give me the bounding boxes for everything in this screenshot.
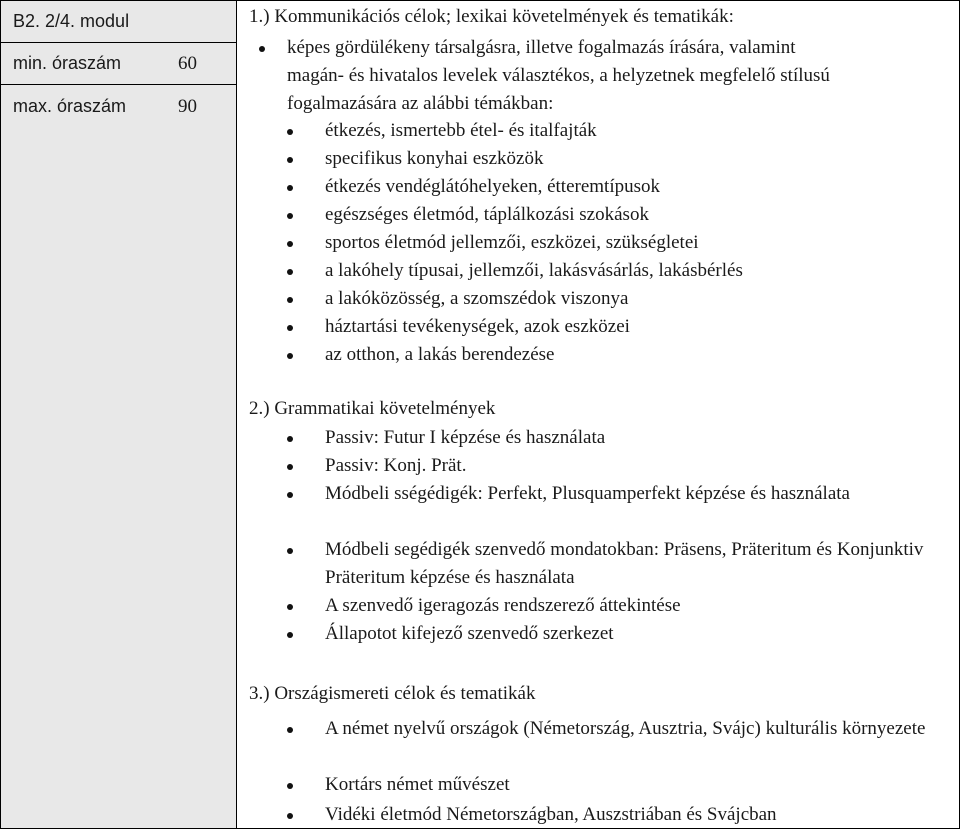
bullet-icon [287,297,293,303]
bullet-icon [287,727,293,733]
bullet-icon [287,632,293,638]
module-row [1,1,236,43]
max-hours-row [1,86,236,128]
max-hours-value: 90 [178,96,197,117]
bullet-icon [287,129,293,135]
bullet-icon [287,241,293,247]
intro-line-2: magán- és hivatalos levelek választékos, a helyzetnek megfelelő stílusú [287,65,830,86]
bullet-icon [287,269,293,275]
min-hours-label: min. óraszám [13,53,122,73]
list-item: Módbeli sségédigék: Perfekt, Plusquamperfekt képzése és használata [325,480,885,508]
bullet-icon [287,353,293,359]
list-item: étkezés vendéglátóhelyeken, étteremtípusok [325,173,950,201]
list-item: Passiv: Konj. Prät. [325,452,950,480]
list-item: étkezés, ismertebb étel- és italfajták [325,117,950,145]
list-item: sportos életmód jellemzői, eszközei, szükségletei [325,229,950,257]
section1-intro [287,34,947,118]
list-item: a lakóhely típusai, jellemzői, lakásvásárlás, lakásbérlés [325,257,950,285]
bullet-icon [287,157,293,163]
list-item: A német nyelvű országok (Németország, Ausztria, Svájc) kulturális környezete [325,715,935,743]
list-item: Vidéki életmód Németországban, Auszstriában és Svájcban [325,801,950,829]
module-label: B2. 2/4. modul [13,11,130,31]
list-item: a lakóközösség, a szomszédok viszonya [325,285,950,313]
bullet-icon [287,604,293,610]
list-item: az otthon, a lakás berendezése [325,341,950,369]
bullet-icon [287,185,293,191]
bullet-icon [287,783,293,789]
list-item: specifikus konyhai eszközök [325,145,950,173]
max-hours-label: max. óraszám [13,96,127,116]
list-item: Passiv: Futur I képzése és használata [325,424,950,452]
bullet-icon [287,213,293,219]
bullet-icon [259,46,265,52]
bullet-icon [287,325,293,331]
list-item: háztartási tevékenységek, azok eszközei [325,313,950,341]
bullet-icon [287,492,293,498]
intro-line-3: fogalmazására az alábbi témákban: [287,93,554,114]
bullet-icon [287,813,293,819]
section2-heading: 2.) Grammatikai követelmények [249,398,496,419]
list-item: Kortárs német művészet [325,771,950,799]
section3-heading: 3.) Országismereti célok és tematikák [249,683,536,704]
bullet-icon [287,464,293,470]
min-hours-row [1,43,236,85]
bullet-icon [287,436,293,442]
module-meta-column [0,0,237,829]
min-hours-value: 60 [178,53,197,74]
list-item: Módbeli segédigék szenvedő mondatokban: Präsens, Präteritum és Konjunktiv Präteritum képzése és használata [325,536,950,592]
section1-heading: 1.) Kommunikációs célok; lexikai követelmények és tematikák: [249,6,734,27]
list-item: egészséges életmód, táplálkozási szokások [325,201,950,229]
list-item: Állapotot kifejező szenvedő szerkezet [325,620,950,648]
list-item: A szenvedő igeragozás rendszerező áttekintése [325,592,950,620]
bullet-icon [287,548,293,554]
intro-line-1: képes gördülékeny társalgásra, illetve fogalmazás írására, valamint [287,37,796,58]
